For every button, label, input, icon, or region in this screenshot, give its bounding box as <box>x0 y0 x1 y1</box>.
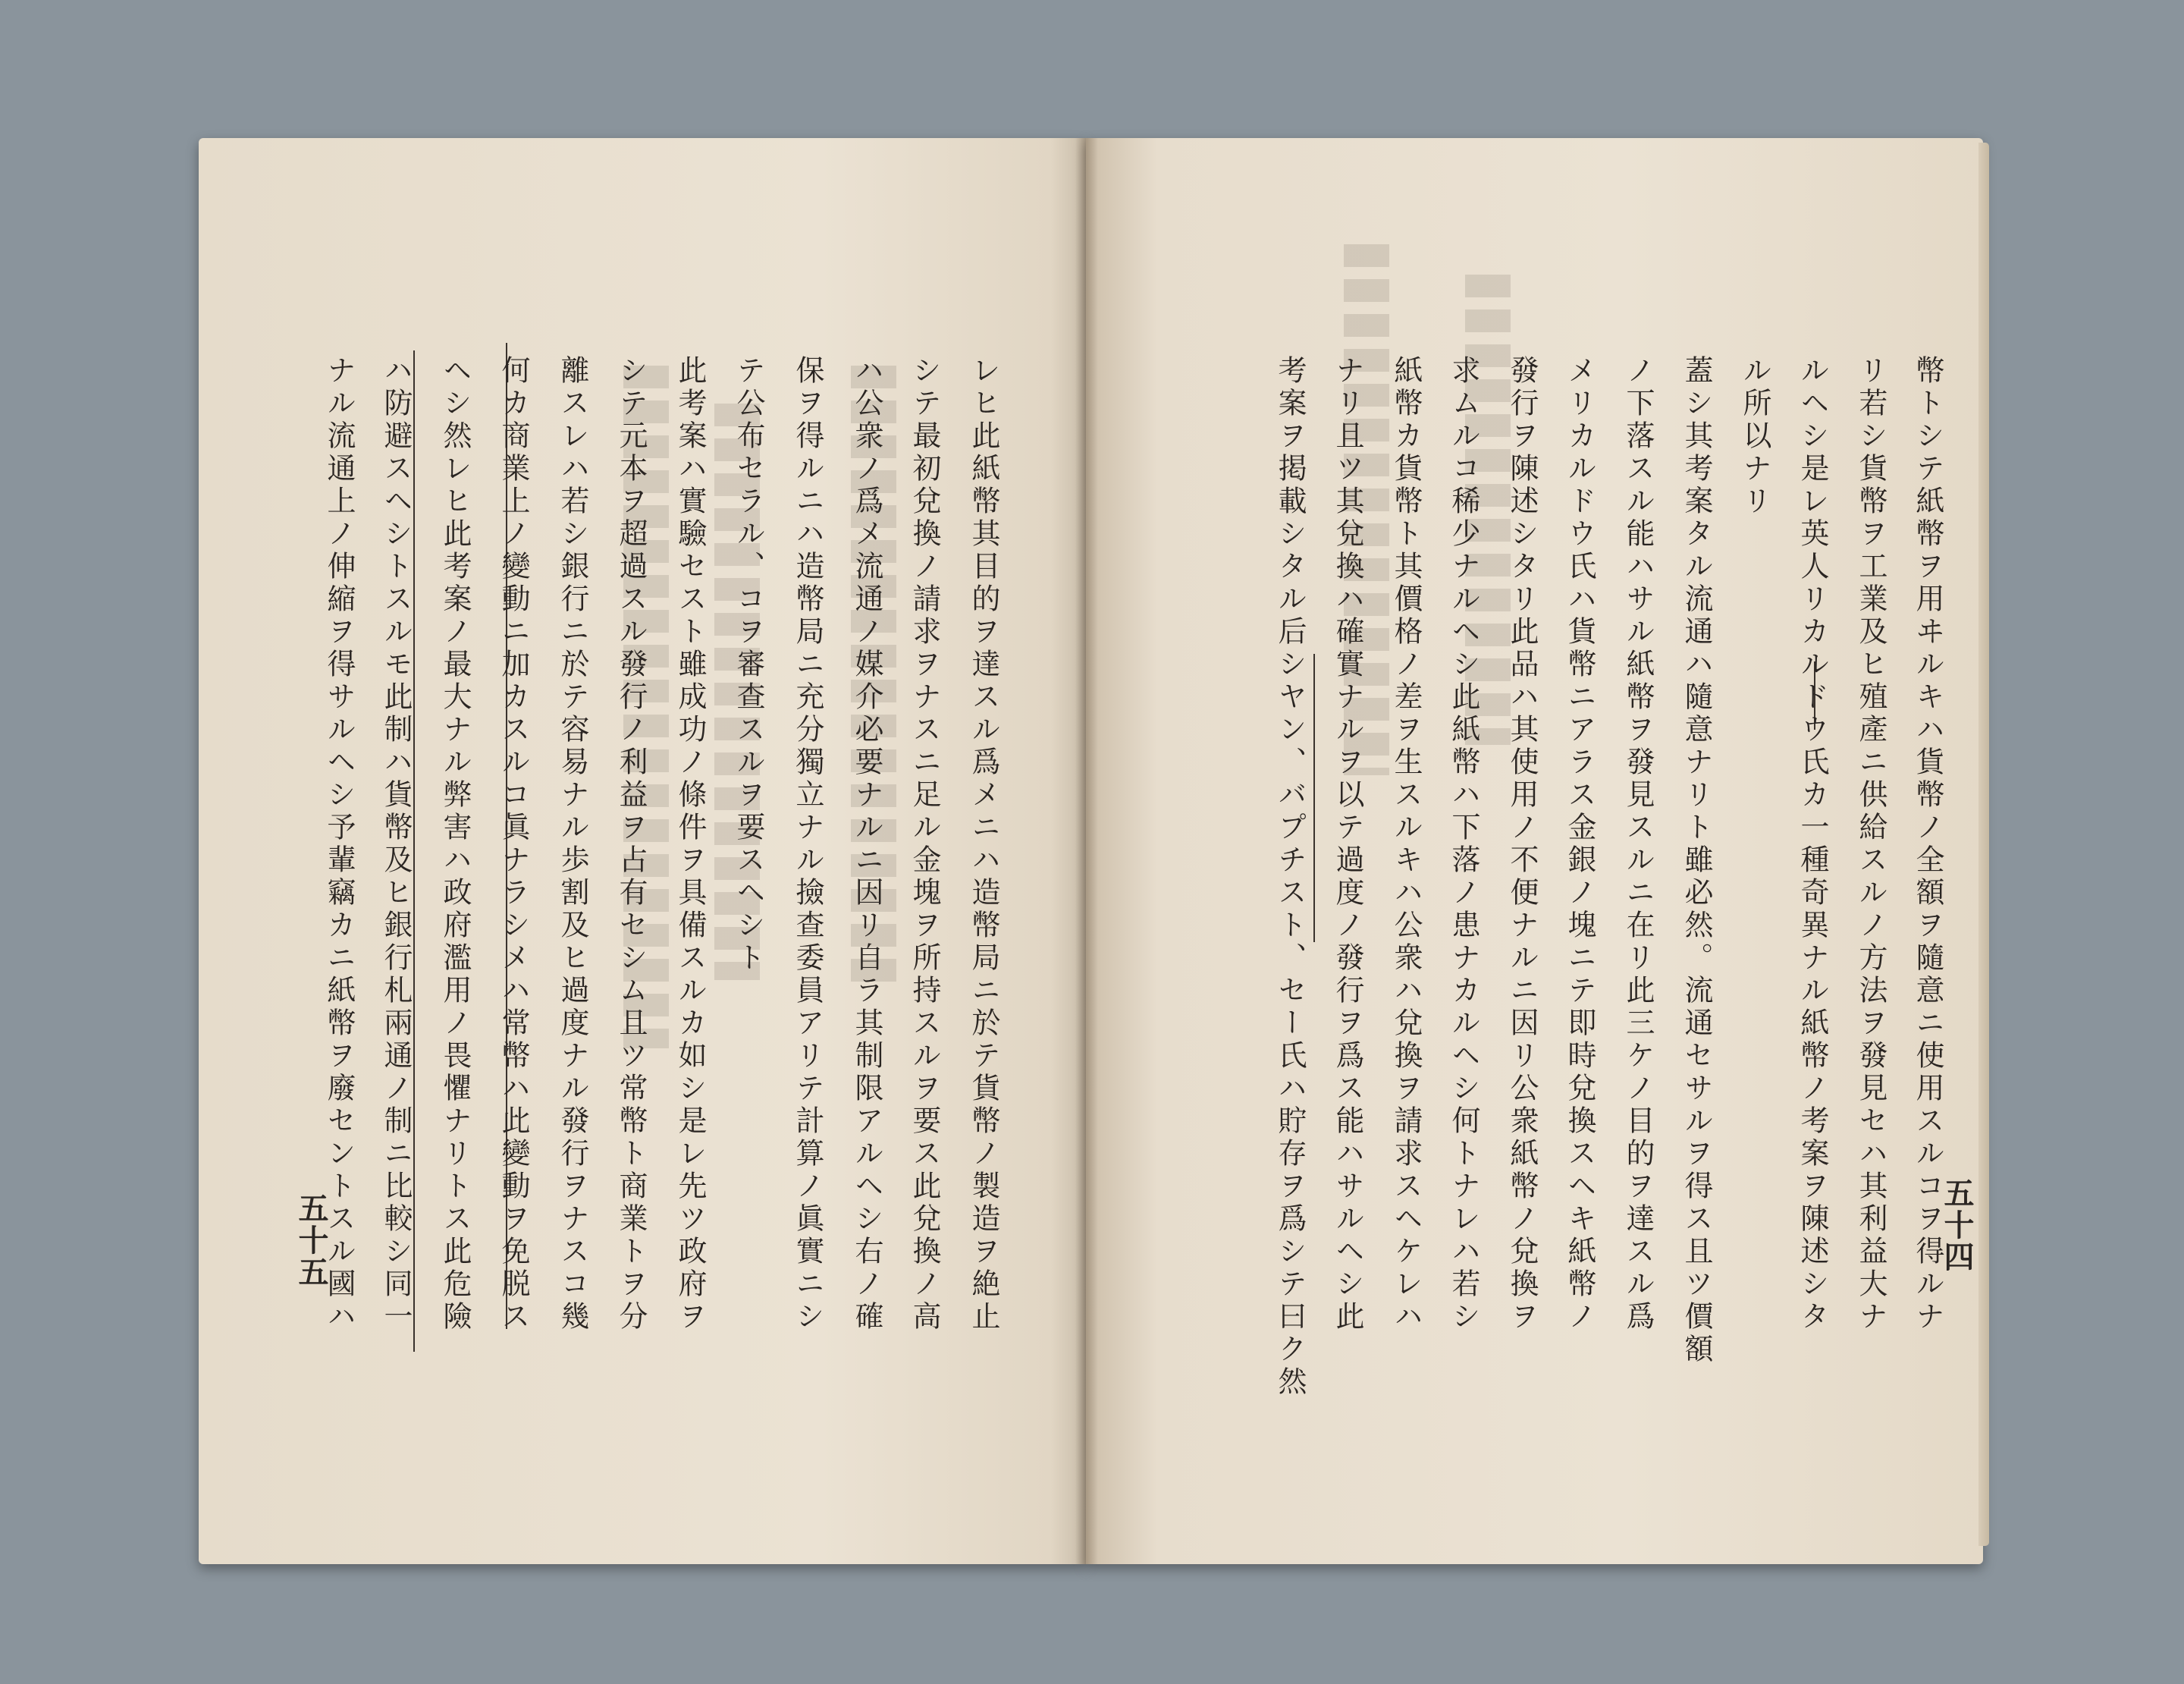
margin-rule <box>1313 654 1315 942</box>
open-book <box>190 130 1987 1572</box>
text-column: ナル流通上ノ伸縮ヲ得サルヘシ予輩竊カニ紙幣ヲ廢セントスル國ハ <box>322 355 356 1334</box>
text-column: ハ公衆ノ爲メ流通ノ媒介必要ナルニ因リ自ラ其制限アルヘシ右ノ確 <box>850 355 883 1334</box>
text-column: ヘシ然レヒ此考案ノ最大ナル弊害ハ政府濫用ノ畏懼ナリトス此危險 <box>438 355 472 1334</box>
text-column: 蓋シ其考案タル流通ハ隨意ナリト雖必然。流通セサルヲ得ス且ツ價額 <box>1680 355 1713 1366</box>
left-page <box>199 138 1086 1564</box>
page-edge <box>1978 143 1989 1546</box>
text-column: メリカルドウ氏ハ貨幣ニアラス金銀ノ塊ニテ即時兌換スヘキ紙幣ノ <box>1563 355 1596 1334</box>
text-column: 離スレハ若シ銀行ニ於テ容易ナル歩割及ヒ過度ナル發行ヲナスコ幾 <box>556 355 589 1334</box>
text-column: 考案ヲ掲載シタル后シヤン、バプチスト、セー氏ハ貯存ヲ爲シテ曰ク然 <box>1273 355 1307 1399</box>
text-column: シテ元本ヲ超過スル發行ノ利益ヲ占有セシム且ツ常幣ト商業トヲ分 <box>614 355 648 1334</box>
text-column: ルヘシ是レ英人リカルドウ氏カ一種奇異ナル紙幣ノ考案ヲ陳述シタ <box>1796 355 1829 1334</box>
text-column: 紙幣カ貨幣ト其價格ノ差ヲ生スルキハ公衆ハ兌換ヲ請求スヘケレハ <box>1389 355 1423 1334</box>
text-column: 幣トシテ紙幣ヲ用ヰルキハ貨幣ノ全額ヲ隨意ニ使用スルコヲ得ルナ <box>1911 355 1944 1334</box>
text-column: 發行ヲ陳述シタリ此品ハ其使用ノ不便ナルニ因リ公衆紙幣ノ兌換ヲ <box>1505 355 1539 1334</box>
text-column: ノ下落スル能ハサル紙幣ヲ發見スルニ在リ此三ケノ目的ヲ達スル爲 <box>1621 355 1655 1334</box>
text-column: 求ムルコ稀少ナルヘシ此紙幣ハ下落ノ患ナカルヘシ何トナレハ若シ <box>1447 355 1480 1334</box>
text-column: ナリ且ツ其兌換ハ確實ナルヲ以テ過度ノ發行ヲ爲ス能ハサルヘシ此 <box>1331 355 1364 1334</box>
text-column: ル所以ナリ <box>1738 355 1771 518</box>
text-column: シテ最初兌換ノ請求ヲナスニ足ル金塊ヲ所持スルヲ要ス此兌換ノ高 <box>908 355 941 1334</box>
page-number: 五十四 <box>1939 1177 1975 1273</box>
page-number: 五十五 <box>293 1192 329 1288</box>
text-column: 何カ商業上ノ變動ニ加カスルコ眞ナラシメハ常幣ハ此變動ヲ免脱ス <box>497 355 530 1334</box>
text-column: レヒ此紙幣其目的ヲ達スル爲メニハ造幣局ニ於テ貨幣ノ製造ヲ絶止 <box>967 355 1000 1334</box>
book-gutter <box>1075 138 1098 1564</box>
right-page <box>1086 138 1983 1564</box>
text-column: テ公布セラル、コヲ審查スルヲ要スヘシト <box>732 355 765 975</box>
text-column: 保ヲ得ルニハ造幣局ニ充分獨立ナル撿查委員アリテ計算ノ眞實ニシ <box>791 355 824 1334</box>
text-column: リ若シ貨幣ヲ工業及ヒ殖產ニ供給スルノ方法ヲ發見セハ其利益大ナ <box>1854 355 1887 1334</box>
text-column: ハ防避スヘシトスルモ此制ハ貨幣及ヒ銀行札兩通ノ制ニ比較シ同一 <box>379 355 413 1334</box>
text-column: 此考案ハ實驗セスト雖成功ノ條件ヲ具備スルカ如シ是レ先ツ政府ヲ <box>673 355 707 1334</box>
